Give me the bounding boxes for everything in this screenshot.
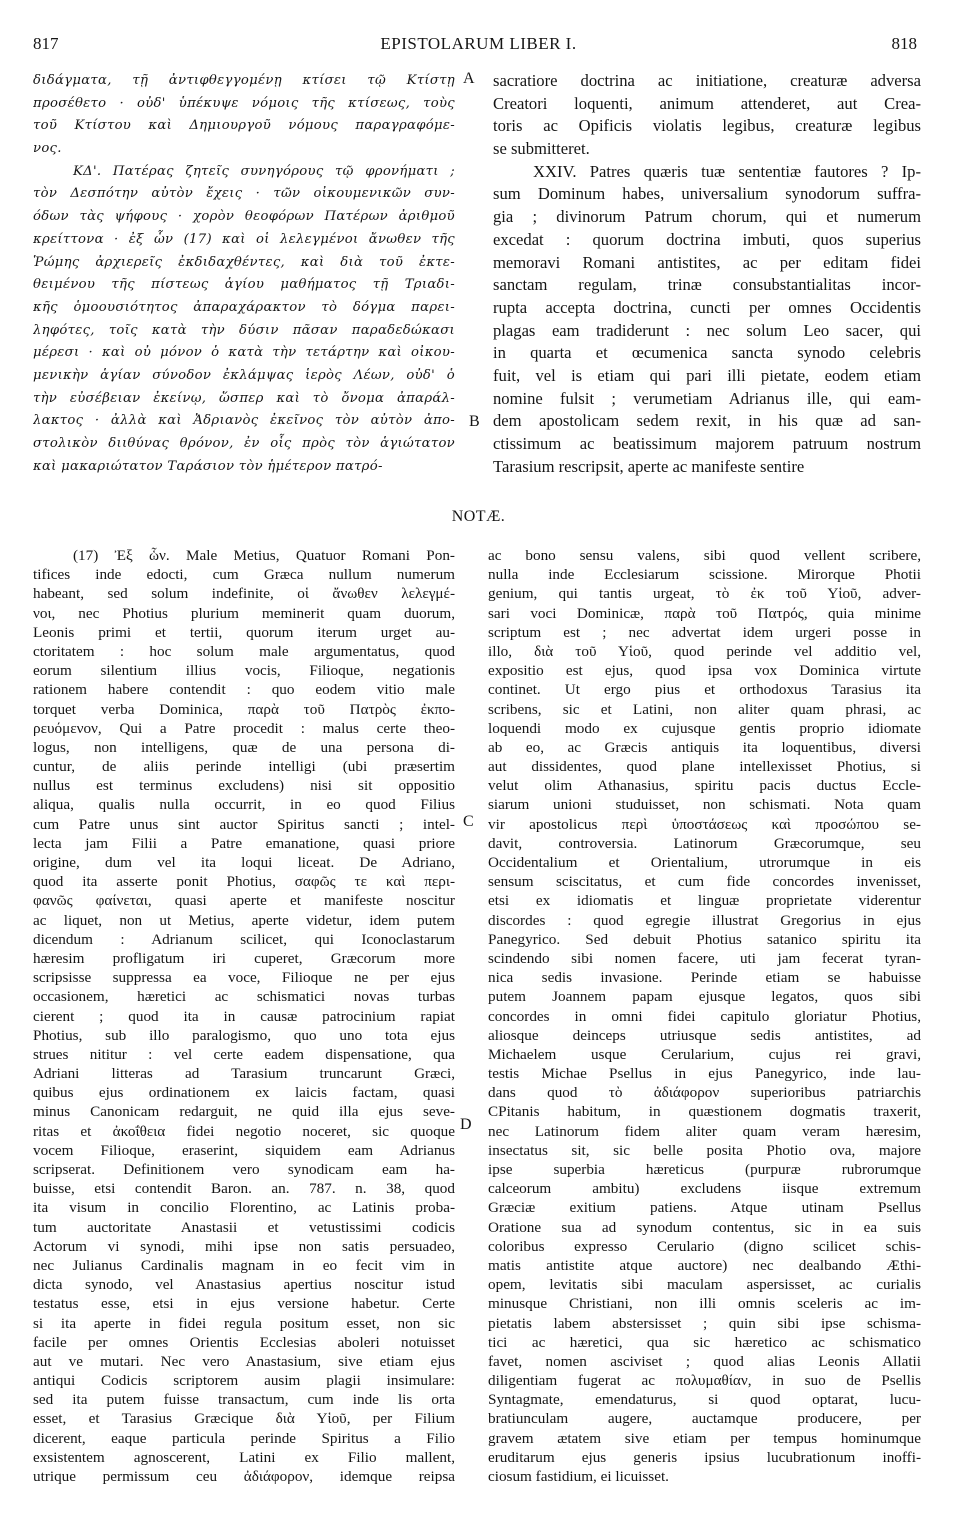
text-line: rationem habere contendit : quo eodem vitio male bbox=[33, 681, 455, 699]
text-line: Michaelem usque Cerularium, cujus rei gravi, bbox=[488, 1045, 921, 1063]
text-line: antiqui Codicis scriptorem ausim plagii insimulare: bbox=[33, 1372, 455, 1390]
text-line: se submitteret. bbox=[493, 139, 590, 159]
text-line: φανῶς φαίνεται, quasi aperte et manifeste noscitur bbox=[33, 892, 455, 910]
text-line: aliosque deinceps utriusque sedis antistites, ad bbox=[488, 1026, 921, 1044]
text-line: vocem Filioque, eraserint, siquidem eam Adrianus bbox=[33, 1141, 455, 1159]
text-line: aut ve mutari. Nec vero Anastasium, sive etiam ejus bbox=[33, 1352, 455, 1370]
text-line: ritas et ἀκοΐθεια fidei negotio noceret, sic quoque bbox=[33, 1122, 455, 1140]
text-line: cum Patre unus sint auctor Spiritus sancti ; intel- bbox=[33, 815, 455, 833]
text-line: siarum unioni studuisset, non schismati. Nota quam bbox=[488, 796, 921, 814]
text-line: pietatis labem abstersisset ; quin sibi ipse schisma- bbox=[488, 1314, 921, 1332]
text-line: tum auctoritate Anastasii et vetustissimi codicis bbox=[33, 1218, 455, 1236]
text-line: dicta synodo, vel Anastasius apertius noscitur istud bbox=[33, 1276, 455, 1294]
text-line: gravem ætatem sive etiam per tempus hominumque bbox=[488, 1429, 921, 1447]
text-line: strues nititur : vel certe eadem dispensatione, qua bbox=[33, 1045, 455, 1063]
text-line: nullus est terminus excludens) nisi sit oppositio bbox=[33, 777, 455, 795]
greek-text-column bbox=[33, 70, 455, 478]
text-line: ita visum in concilio Florentino, ac Latinis proba- bbox=[33, 1199, 455, 1217]
text-line: fuit, vel is etiam qui pari illi pietate, eodem etiam bbox=[493, 365, 921, 385]
text-line: μέρεσι · καὶ οὐ μόνον ὁ κατὰ τὴν τετάρτην καὶ οἰκου- bbox=[33, 345, 455, 361]
text-line: sari voci Dominicæ, παρὰ τοῦ Πατρός, quia minime bbox=[488, 604, 921, 622]
text-line: illo, διὰ τοῦ Υἱοῦ, quod perinde vel additio vel, bbox=[488, 642, 921, 660]
text-line: sum Dominum habes, universalium synodorum suffra- bbox=[493, 184, 921, 204]
text-line: cuntur, de aliis perinde intelligi (ubi præsertim bbox=[33, 758, 455, 776]
text-line: Syntagmate, emendaturus, si quod optarat, lucu- bbox=[488, 1391, 921, 1409]
text-line: ac bono sensu valens, sibi quod vellent scribere, bbox=[488, 547, 921, 564]
text-line: loquendi modo ex cujusque gentis proprio idiomate bbox=[488, 719, 921, 737]
text-line: διδάγματα, τῇ ἀντιφθεγγομένῃ κτίσει τῷ Κτίστῃ bbox=[33, 73, 455, 88]
text-line: aut dissidentes, quod plane intellexisset Photius, si bbox=[488, 758, 921, 776]
text-line: Actorum vi synodi, mihi ipse non satis persuadeo, bbox=[33, 1237, 455, 1255]
text-line: sed ita putem fuisse transactum, cum inde lis orta bbox=[33, 1391, 455, 1409]
text-line: plagas eam tradiderunt : nec solum Leo sacer, qui bbox=[493, 320, 921, 340]
text-line: scribens, sic et Latini, non aliter quam phrasi, ac bbox=[488, 700, 921, 718]
text-line: esset, et Tarasius Græcique διὰ Υἱοῦ, per Filium bbox=[33, 1410, 455, 1428]
text-line: quibus ejus ordinationem ex laicis factam, quasi bbox=[33, 1084, 455, 1102]
text-line: torquet verba Dominica, παρὰ τοῦ Πατρὸς ἐκπο- bbox=[33, 700, 455, 718]
text-line: Panegyrico. Sed debuit Photius satanico spiritu ita bbox=[488, 930, 921, 948]
notes-heading: NOTÆ. bbox=[451, 508, 506, 525]
text-line: dicendum : Adrianum scilicet, qui Iconoclastarum bbox=[33, 930, 455, 948]
page-number-left: 817 bbox=[33, 34, 59, 53]
text-line: nec Julianus Cardinalis magnam in eo fecit vim in bbox=[33, 1256, 455, 1274]
text-line: concordes in omni fidei capitulo gloriatur Photius, bbox=[488, 1007, 921, 1025]
text-line: Græciæ exitium patiens. Atque utinam Psellus bbox=[488, 1199, 921, 1217]
text-line: μενικὴν ἁγίαν σύνοδον ἐκλάμψας ἱερὸς Λέων, οὐδ' ὁ bbox=[33, 367, 455, 383]
text-line: nica sedis invasione. Perinde etiam se habuisse bbox=[488, 969, 921, 987]
text-line: nec Latinorum fidem aliter quam veram hæresim, bbox=[488, 1122, 921, 1140]
text-line: tifices inde edocti, cum Græca nullum numerum bbox=[33, 566, 455, 584]
text-line: nomine fulsit ; verumetiam Adrianus ille, qui eam- bbox=[493, 388, 921, 408]
text-line: τοῦ Κτίστου καὶ Δημιουργοῦ νόμους παραγραφόμε- bbox=[33, 118, 455, 134]
text-line: lecta jam Filii a Patre emanatione, quasi priore bbox=[33, 834, 455, 852]
running-title: EPISTOLARUM LIBER I. bbox=[380, 34, 577, 53]
text-line: καὶ μακαριώτατον Ταράσιον τὸν ἡμέτερον πατρό- bbox=[33, 458, 383, 474]
text-line: in quarta et œcumenica sancta synodo celebris bbox=[493, 343, 921, 363]
text-line: προσέθετο · οὐδ' ὑπέκυψε νόμοις τῆς κτίσεως, τοὺς bbox=[33, 95, 455, 111]
text-line: coloribus expresso Cerulario (digno scilicet schis- bbox=[488, 1237, 921, 1255]
text-line: velut olim Athanasius, spiritu pacis ductus Eccle- bbox=[488, 777, 921, 795]
text-line: minusque Christiani, non illi omnis sceleris ac im- bbox=[488, 1295, 921, 1313]
text-line: ciosum fastidium, ei licuisset. bbox=[488, 1468, 669, 1485]
text-line: scriptum est ; nec advertat idem urgeri posse in bbox=[488, 623, 921, 641]
text-line: expositio est ejus, quod ipsa vox Dominica virtute bbox=[488, 662, 921, 680]
text-line: excedat : quorum doctrina imbuti, quos superius bbox=[493, 229, 921, 249]
text-line: eorum silentium illius vocis, Filioque, negationis bbox=[33, 662, 455, 680]
text-line: habeant, sed solum indefinite, οἱ ἄνωθεν λελεγμέ- bbox=[33, 585, 455, 603]
margin-marker-d: D bbox=[460, 1116, 472, 1133]
page-number-right: 818 bbox=[891, 34, 917, 53]
text-line: gia ; divinorum Patrum chorum, qui et numerum bbox=[493, 207, 921, 227]
text-line: exsistentem agnoscerent, Latini ex Filio mallent, bbox=[33, 1448, 455, 1466]
text-line: sacratiore doctrina ac initiatione, creaturæ adversa bbox=[493, 71, 921, 90]
text-line: rupta accepta doctrina, cuncti per omnes Occidentis bbox=[493, 297, 921, 317]
text-line: quod ita asserte ponit Photius, σαφῶς τε καὶ περι- bbox=[33, 873, 455, 891]
text-line: continet. Ut ergo pius et orthodoxus Tarasius ita bbox=[488, 681, 921, 699]
notes-right-column bbox=[488, 546, 921, 1486]
text-line: matis antistite atque auctore) nec dealbando Æthi- bbox=[488, 1256, 921, 1274]
text-line: testatus esse, etsi in ejus versione habetur. Certe bbox=[33, 1295, 455, 1313]
text-line: XXIV. Patres quæris tuæ sententiæ fautores ? Ip- bbox=[533, 161, 921, 181]
text-line: ab eo, ac Græcis antiquis ita loquentibus, diversi bbox=[488, 738, 921, 756]
text-line: CPitanis habitum, in quæstionem dogmatis traxerit, bbox=[488, 1103, 921, 1121]
text-line: etsi ex idiomatis et linguæ proprietate viderentur bbox=[488, 892, 921, 910]
text-line: vir apostolicus περὶ ὑποστάσεως καὶ προσώπου se- bbox=[488, 815, 921, 833]
text-line: ρευόμενον, Qui a Patre procedit : malus certe theo- bbox=[33, 719, 455, 737]
text-line: hæresim profligatum iri cuperet, Græcorum more bbox=[33, 949, 455, 967]
text-line: λακτος · ἀλλὰ καὶ Ἀδριανὸς ἐκεῖνος τὸν αὐτὸν ἀπο- bbox=[33, 413, 455, 429]
latin-text-column bbox=[493, 70, 921, 478]
text-line: (17) Ἐξ ὧν. Male Metius, Quatuor Romani Pon- bbox=[73, 547, 455, 564]
text-line: Ῥώμης ἀρχιερεῖς ἐκδιδαχθέντες, καὶ διὰ τοῦ ἐκτε- bbox=[33, 254, 455, 270]
text-line: facile per omnes Orientis Ecclesias aboleri notuisset bbox=[33, 1333, 455, 1351]
text-line: discordes : quod egregie illustrat Gregorius in ejus bbox=[488, 911, 921, 929]
text-line: dem apostolicam sedem rexit, in his quæ ad san- bbox=[493, 411, 921, 431]
margin-marker-b: B bbox=[469, 413, 480, 430]
text-line: opem, levitatis sibi maculam aspersisset, ac curialis bbox=[488, 1276, 921, 1294]
page-header bbox=[0, 34, 957, 58]
text-line: eruditarum ejus generis ipsius lucubrationum inoffi- bbox=[488, 1448, 921, 1466]
text-line: si ita aperte in fidei regula positum esset, non sic bbox=[33, 1314, 455, 1332]
text-line: favet, nomen asciviset ; quod alias Leonis Allatii bbox=[488, 1352, 921, 1370]
text-line: scripserat. Definitionem vero synodicam eam ha- bbox=[33, 1161, 455, 1178]
text-line: νοι, nec Photius plurium meminerit quam duorum, bbox=[33, 604, 455, 622]
text-line: diligentiam fugerat ac πολυμαθίαν, in suo de Psellis bbox=[488, 1372, 921, 1390]
text-line: Oratione sua ad synodum contentus, sic in ea suis bbox=[488, 1218, 921, 1236]
text-line: νος. bbox=[33, 141, 62, 157]
text-line: minus Canonicam redarguit, ne quid illa ejus seve- bbox=[33, 1103, 455, 1121]
text-line: scripsisse suppressa ea voce, Filioque ne per ejus bbox=[33, 969, 455, 987]
text-line: aliqua, qualis nulla occurrit, in eo quod Filius bbox=[33, 796, 455, 814]
text-line: κρείττονα · ἐξ ὧν (17) καὶ οἱ λελεγμένοι ἄνωθεν τῆς bbox=[33, 231, 455, 247]
text-line: Creatori loquenti, animum attenderet, aut Crea- bbox=[493, 93, 921, 113]
text-line: στολικὸν διιθύνας θρόνον, ἐν οἷς πρὸς τὸν ἁγιώτατον bbox=[33, 436, 455, 451]
text-line: testis Michae Psellus in ejus Panegyrico, inde lau- bbox=[488, 1065, 921, 1083]
text-line: Leonis primi et tertii, quorum iterum urget au- bbox=[33, 623, 455, 641]
text-line: buisse, etsi contendit Baron. an. 787. n. 38, quod bbox=[33, 1180, 455, 1198]
text-line: dicerent, eaque particula perinde Spiritus a Filio bbox=[33, 1429, 455, 1447]
text-line: insectatus sit, sic belle posita Photio ova, majore bbox=[488, 1141, 921, 1159]
text-line: ctoritatem : hoc solum male argumentatus, quod bbox=[33, 642, 455, 660]
text-line: logus, non intelligens, quæ de una persona di- bbox=[33, 738, 455, 756]
text-line: calceorum ambitu) excludens iisque extremum bbox=[488, 1180, 921, 1198]
text-line: Photius, sub illo paralogismo, quo uno tota ejus bbox=[33, 1026, 455, 1044]
text-line: scindendo sibi nomen facere, uti jam fecerat tyran- bbox=[488, 949, 921, 967]
text-line: κῆς ὁμοουσιότητος ἀπαραχάρακτον τὸ δόγμα παρει- bbox=[33, 299, 455, 315]
text-line: ctissimum ac beatissimum majorem patruum nostrum bbox=[493, 434, 921, 453]
margin-marker-c: C bbox=[463, 813, 474, 830]
text-line: τὴν εὐσέβειαν ἐκείνῳ, ὥσπερ καὶ τὸ ὄνομα ἀπαράλ- bbox=[33, 390, 455, 406]
notes-left-column bbox=[33, 546, 455, 1486]
text-line: occasionem, hæretici ac schismatici novas turbas bbox=[33, 988, 455, 1006]
text-line: dans quod τὸ ἀδιάφορον superioribus patriarchis bbox=[488, 1084, 921, 1102]
text-line: davit, controversia. Latinorum Græcorumque, seu bbox=[488, 834, 921, 852]
text-line: tici ac hæretici, qua sic hæretico ac schismatico bbox=[488, 1333, 921, 1351]
text-line: cierent ; quod ita in causæ patrocinium rapiat bbox=[33, 1007, 455, 1025]
text-line: bratiunculam augere, auctamque producere, per bbox=[488, 1410, 921, 1428]
text-line: ipse superbia hæreticus (purpuræ rubrorumque bbox=[488, 1161, 921, 1178]
text-line: τὸν Δεσπότην αὐτὸν ἔχεις · τῶν οἰκουμενικῶν συν- bbox=[33, 186, 455, 202]
text-line: memoravi Romani antistites, ac per editam fidei bbox=[493, 252, 921, 272]
text-line: Tarasium rescripsit, aperte ac manifeste sentire bbox=[493, 456, 805, 476]
text-line: όδων τὰς ψήφους · χορὸν θεοφόρων Πατέρων ἀριθμοῦ bbox=[33, 209, 455, 225]
text-line: ληφότες, τοῖς κατὰ τὴν δύσιν πᾶσαν παραδεδώκασι bbox=[33, 322, 455, 338]
text-line: nulla inde Ecclesiarum scissione. Mirorque Photii bbox=[488, 566, 921, 584]
text-line: Occidentalium et Orientalium, utrorumque in eis bbox=[488, 854, 921, 871]
text-line: origine, dum vel ita loqui liceat. De Adriano, bbox=[33, 854, 455, 871]
text-line: sensum sciscitatus, et cum fide concordes invenisset, bbox=[488, 873, 921, 891]
margin-marker-a: A bbox=[463, 70, 475, 87]
text-line: sanctam regulam, trinæ consubstantialitas incor- bbox=[493, 275, 921, 295]
text-line: utrique permissum ceu ἀδιάφορον, idemque reipsa bbox=[33, 1468, 455, 1485]
text-line: ΚΔ'. Πατέρας ζητεῖς συνηγόρους τῷ φρονήματι ; bbox=[73, 163, 455, 179]
text-line: toris ac Opificis violatis legibus, creaturæ legibus bbox=[493, 116, 921, 136]
text-line: genium, qui tantis urgeat, τὸ ἐκ τοῦ Υἱοῦ, adver- bbox=[488, 585, 921, 603]
text-line: θειμένου τῆς πίστεως ἁγίου μαθήματος τῇ Τριαδι- bbox=[33, 277, 455, 293]
text-line: putem Joannem papam ejusque legatos, quos sibi bbox=[488, 988, 921, 1006]
text-line: Adriani litteras ad Tarasium truncarunt Græci, bbox=[33, 1065, 455, 1083]
text-line: ac liquet, non ut Metius, aperte videtur, idem putem bbox=[33, 911, 455, 929]
